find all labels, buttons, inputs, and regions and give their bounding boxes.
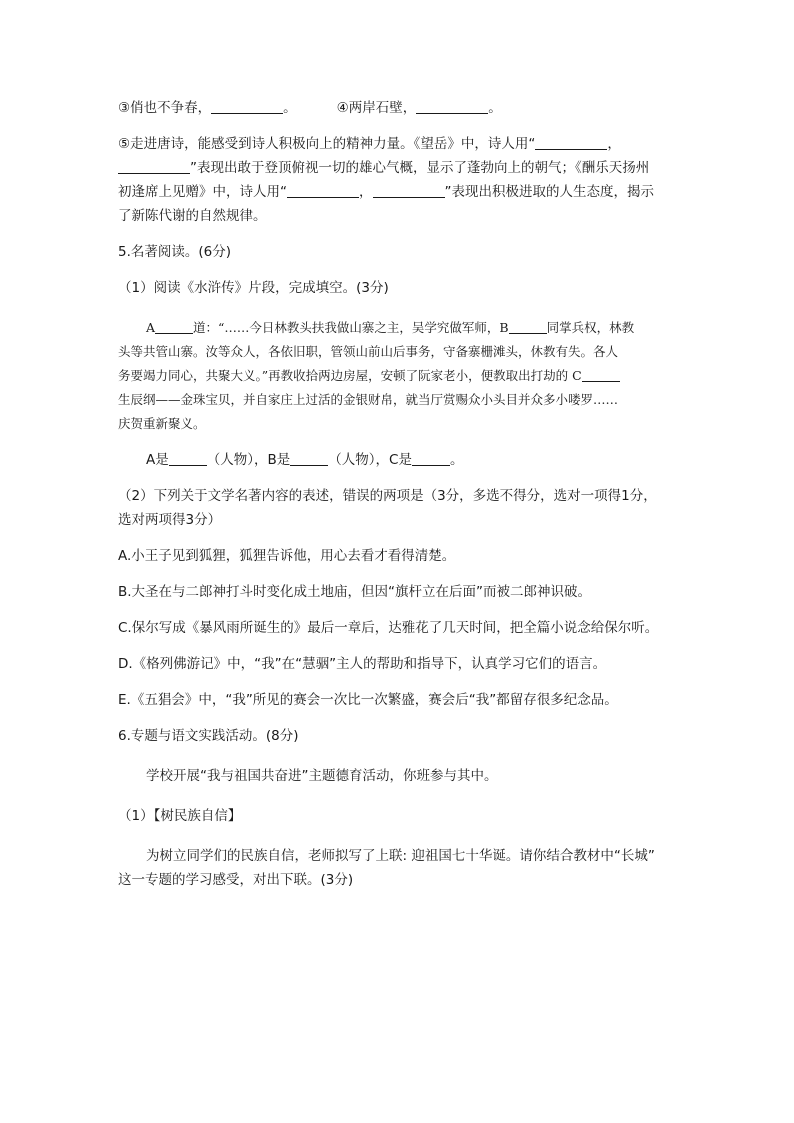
answer-blank[interactable] <box>582 367 620 382</box>
question-5-title: 5.名著阅读。(6分) <box>118 244 232 260</box>
poem-question-5: ⑤走进唐诗，能感受到诗人积极向上的精神力量。《望岳》中，诗人用“ ， ”表现出敢于登顶俯视一切的雄心气概，显示了蓬勃向上的朝气；《酬乐天扬州 初逢席上见赠》中，诗人用“ ， ”表现出积极进取的人生态度，揭示 了新陈代谢的自然规律。 <box>118 136 654 224</box>
option-a: A.小王子见到狐狸，狐狸告诉他，用心去看才看得清楚。 <box>118 548 456 564</box>
answer-blank[interactable] <box>373 183 445 198</box>
question-5-2-line2: 选对两项得3分） <box>118 512 222 528</box>
question-6-intro: 学校开展“我与祖国共奋进”主题德育活动，你班参与其中。 <box>146 768 498 784</box>
answer-blank[interactable] <box>118 159 190 174</box>
option-b: B.大圣在与二郎神打斗时变化成土地庙，但因“旗杆立在后面”而被二郎神识破。 <box>118 584 592 600</box>
answer-blank[interactable] <box>287 183 359 198</box>
character-fill-in: A是 （人物），B是 （人物），C是 。 <box>146 452 464 468</box>
option-c: C.保尔写成《暴风雨所诞生的》最后一章后，达雅花了几天时间，把全篇小说念给保尔听。 <box>118 620 659 636</box>
answer-blank[interactable] <box>211 99 283 114</box>
question-6-title: 6.专题与语文实践活动。(8分) <box>118 728 299 744</box>
shuihu-excerpt: A 道：“……今日林教头扶我做山寨之主，吴学究做军师，B 同掌兵权，林教 头等共管山寨。汝等众人，各依旧职，管领山前山后事务，守备寨栅滩头，休教有失。各人 务要竭力同心，共聚大义。”再教收拾两边房屋，安顿了阮家老小，便教取出打劫的 C 生辰纲——金珠宝贝，并自家庄上过活的金银财帛，就当厅赏赐众小头目并众多小喽罗…… 庆贺重新聚义。 <box>118 320 635 431</box>
q4-label: ④两岸石壁， <box>336 100 417 116</box>
answer-blank[interactable] <box>412 451 450 466</box>
question-6-1-line2: 这一专题的学习感受，对出下联。(3分) <box>118 872 354 888</box>
question-5-2-line1: （2）下列关于文学名著内容的表述，错误的两项是（3分，多选不得分，选对一项得1分， <box>118 488 657 504</box>
answer-blank[interactable] <box>416 99 488 114</box>
answer-blank[interactable] <box>155 319 193 334</box>
question-6-1-line1: 为树立同学们的民族自信，老师拟写了上联: 迎祖国七十华诞。请你结合教材中“长城” <box>146 848 655 864</box>
answer-blank[interactable] <box>290 451 328 466</box>
poem-blanks-3-4: ③俏也不争春， 。 ④两岸石壁， 。 <box>118 100 502 116</box>
option-d: D.《格列佛游记》中，“我”在“慧骃”主人的帮助和指导下，认真学习它们的语言。 <box>118 656 607 672</box>
answer-blank[interactable] <box>535 135 607 150</box>
answer-blank[interactable] <box>169 451 207 466</box>
option-e: E.《五猖会》中，“我”所见的赛会一次比一次繁盛，赛会后“我”都留存很多纪念品。 <box>118 692 618 708</box>
question-5-1-title: （1）阅读《水浒传》片段，完成填空。(3分) <box>118 280 389 296</box>
answer-blank[interactable] <box>509 319 547 334</box>
q3-label: ③俏也不争春， <box>118 100 212 116</box>
document-page <box>118 96 678 892</box>
question-6-1-title: （1）【树民族自信】 <box>118 808 242 824</box>
